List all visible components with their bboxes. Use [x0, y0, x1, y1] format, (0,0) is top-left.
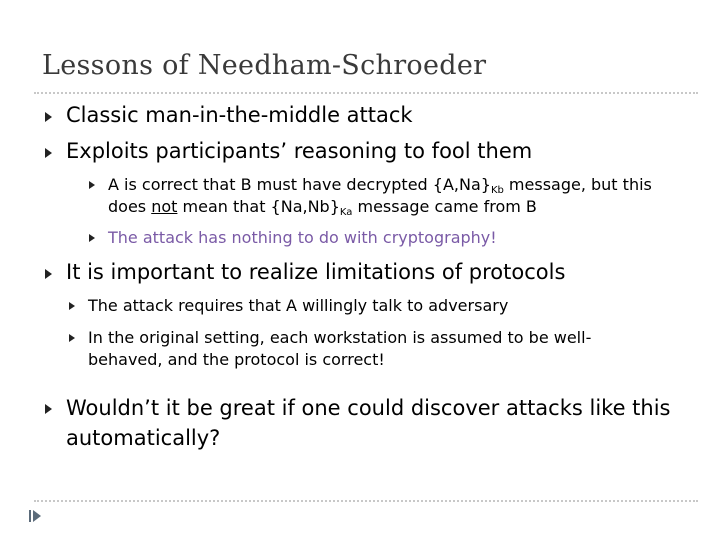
- sub-bullet-arrow-icon: [89, 181, 95, 189]
- title-divider: [34, 92, 698, 94]
- slide-title: Lessons of Needham-Schroeder: [42, 50, 487, 81]
- bullet-line: Wouldn’t it be great if one could discover attacks like this: [66, 396, 671, 420]
- emphasis-not: not: [151, 197, 178, 216]
- slide-navigation-icon[interactable]: [28, 507, 44, 525]
- key-subscript: Ka: [339, 207, 353, 218]
- sub-bullet-arrow-icon: [69, 302, 75, 310]
- bullet-arrow-icon: [45, 112, 52, 122]
- sub-bullet-line: behaved, and the protocol is correct!: [88, 350, 385, 369]
- sub-bullet-text: The attack requires that A willingly talk to adversary: [88, 296, 509, 315]
- footer-divider: [34, 500, 698, 502]
- bullet-line: automatically?: [66, 426, 221, 450]
- sub-bullet-arrow-icon: [89, 234, 95, 242]
- sub-bullet-line: In the original setting, each workstation is assumed to be well-: [88, 328, 592, 347]
- bullet-2-text: Exploits participants’ reasoning to fool them: [66, 139, 533, 163]
- key-subscript: Kb: [490, 185, 504, 196]
- bullet-1-text: Classic man-in-the-middle attack: [66, 103, 413, 127]
- bullet-arrow-icon: [45, 269, 52, 279]
- bullet-4-text: [66, 393, 671, 453]
- sub-bullet-text: The attack has nothing to do with cryptography!: [108, 228, 497, 247]
- bullet-arrow-icon: [45, 148, 52, 158]
- sub-bullet-text: [88, 327, 591, 371]
- bullet-arrow-icon: [45, 404, 52, 414]
- bullet-3-text: It is important to realize limitations of protocols: [66, 260, 566, 284]
- sub-bullet-arrow-icon: [69, 334, 75, 342]
- sub-bullet-text: [108, 174, 652, 218]
- sub-bullet-line: does not mean that $\{Na,Nb\}_{Ka}$ message came from B: [108, 197, 537, 218]
- sub-bullet-line: A is correct that B must have decrypted $\{A,Na\}_{Kb}$ message, but this: [108, 175, 652, 196]
